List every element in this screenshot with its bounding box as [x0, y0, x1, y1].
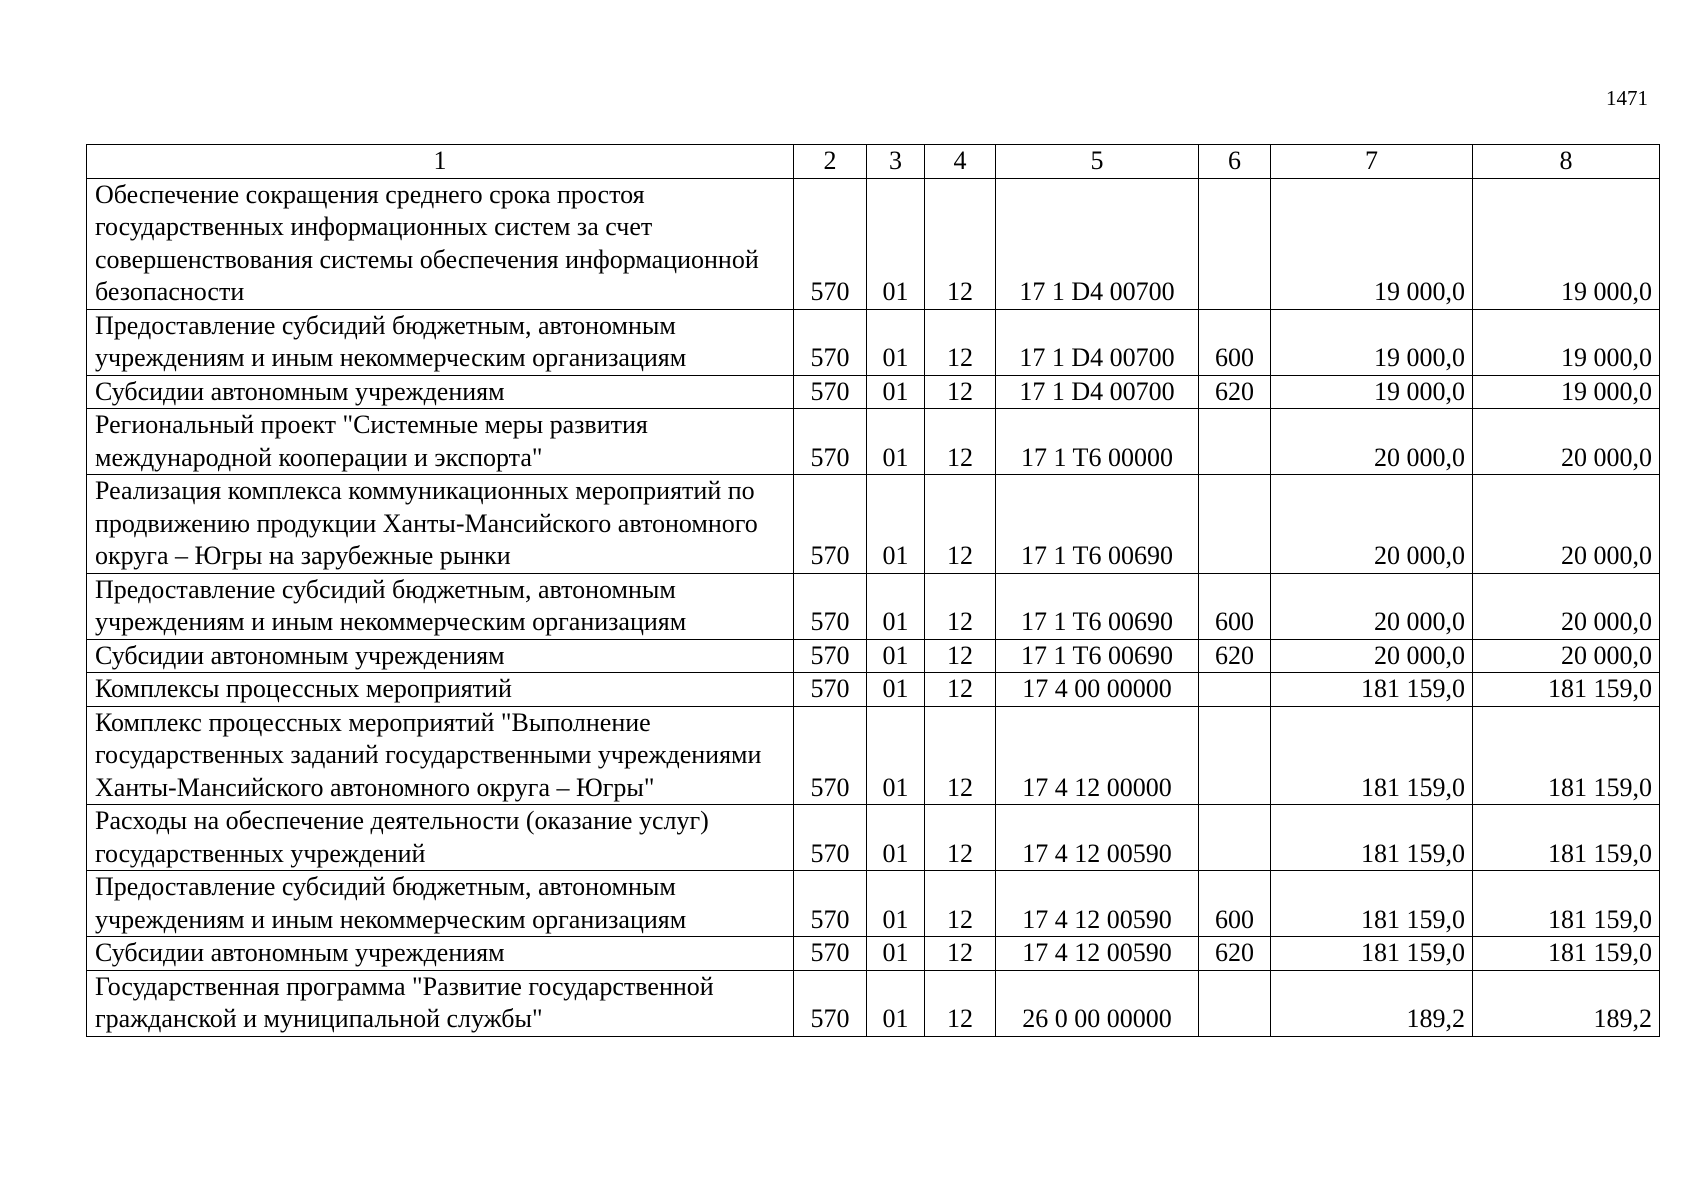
header-col-3: 3 [867, 145, 925, 179]
target-article-cell: 17 1 D4 00700 [996, 178, 1199, 309]
table-row [87, 871, 1660, 937]
amount-2025-cell: 19 000,0 [1473, 375, 1660, 409]
amount-2025-cell: 20 000,0 [1473, 475, 1660, 574]
name-cell: Комплекс процессных мероприятий "Выполнение государственных заданий государственными учреждениями Ханты-Мансийского автономного округа – Югры" [87, 706, 794, 805]
name-cell: Расходы на обеспечение деятельности (оказание услуг) государственных учреждений [87, 805, 794, 871]
subsection-cell: 12 [925, 970, 996, 1036]
table-row [87, 178, 1660, 309]
target-article-cell: 17 1 D4 00700 [996, 375, 1199, 409]
admin-code-cell: 570 [794, 937, 867, 971]
amount-2024-cell: 20 000,0 [1271, 639, 1473, 673]
section-cell: 01 [867, 639, 925, 673]
table-row [87, 805, 1660, 871]
name-cell: Субсидии автономным учреждениям [87, 937, 794, 971]
amount-2025-cell: 20 000,0 [1473, 573, 1660, 639]
amount-2024-cell: 20 000,0 [1271, 475, 1473, 574]
name-cell: Государственная программа "Развитие государственной гражданской и муниципальной службы" [87, 970, 794, 1036]
expense-type-cell [1199, 673, 1271, 707]
table-row [87, 573, 1660, 639]
amount-2024-cell: 189,2 [1271, 970, 1473, 1036]
name-cell: Субсидии автономным учреждениям [87, 639, 794, 673]
target-article-cell: 17 1 D4 00700 [996, 309, 1199, 375]
expense-type-cell [1199, 805, 1271, 871]
subsection-cell: 12 [925, 475, 996, 574]
target-article-cell: 17 4 00 00000 [996, 673, 1199, 707]
subsection-cell: 12 [925, 375, 996, 409]
table-row [87, 706, 1660, 805]
amount-2024-cell: 19 000,0 [1271, 178, 1473, 309]
table-header-row [87, 145, 1660, 179]
target-article-cell: 17 1 T6 00690 [996, 475, 1199, 574]
name-cell: Предоставление субсидий бюджетным, автономным учреждениям и иным некоммерческим организациям [87, 871, 794, 937]
name-cell: Региональный проект "Системные меры развития международной кооперации и экспорта" [87, 409, 794, 475]
subsection-cell: 12 [925, 937, 996, 971]
target-article-cell: 17 1 T6 00690 [996, 573, 1199, 639]
page-number: 1471 [1606, 86, 1648, 110]
section-cell: 01 [867, 937, 925, 971]
expense-type-cell: 600 [1199, 573, 1271, 639]
subsection-cell: 12 [925, 409, 996, 475]
amount-2025-cell: 19 000,0 [1473, 309, 1660, 375]
admin-code-cell: 570 [794, 573, 867, 639]
section-cell: 01 [867, 673, 925, 707]
section-cell: 01 [867, 706, 925, 805]
header-col-2: 2 [794, 145, 867, 179]
subsection-cell: 12 [925, 639, 996, 673]
name-cell: Предоставление субсидий бюджетным, автономным учреждениям и иным некоммерческим организациям [87, 573, 794, 639]
header-col-5: 5 [996, 145, 1199, 179]
subsection-cell: 12 [925, 706, 996, 805]
amount-2025-cell: 181 159,0 [1473, 706, 1660, 805]
section-cell: 01 [867, 573, 925, 639]
amount-2025-cell: 189,2 [1473, 970, 1660, 1036]
target-article-cell: 17 1 T6 00690 [996, 639, 1199, 673]
expense-type-cell [1199, 970, 1271, 1036]
section-cell: 01 [867, 871, 925, 937]
expense-type-cell: 600 [1199, 871, 1271, 937]
amount-2024-cell: 20 000,0 [1271, 573, 1473, 639]
admin-code-cell: 570 [794, 409, 867, 475]
amount-2025-cell: 181 159,0 [1473, 673, 1660, 707]
amount-2024-cell: 181 159,0 [1271, 673, 1473, 707]
expense-type-cell [1199, 706, 1271, 805]
subsection-cell: 12 [925, 178, 996, 309]
amount-2024-cell: 181 159,0 [1271, 706, 1473, 805]
section-cell: 01 [867, 375, 925, 409]
target-article-cell: 17 4 12 00590 [996, 805, 1199, 871]
amount-2025-cell: 181 159,0 [1473, 805, 1660, 871]
amount-2024-cell: 181 159,0 [1271, 871, 1473, 937]
admin-code-cell: 570 [794, 309, 867, 375]
budget-table [86, 144, 1660, 1037]
amount-2024-cell: 20 000,0 [1271, 409, 1473, 475]
name-cell: Реализация комплекса коммуникационных мероприятий по продвижению продукции Ханты-Мансийского автономного округа – Югры на зарубежные рынки [87, 475, 794, 574]
section-cell: 01 [867, 475, 925, 574]
expense-type-cell: 600 [1199, 309, 1271, 375]
table-row [87, 970, 1660, 1036]
admin-code-cell: 570 [794, 475, 867, 574]
table-row [87, 375, 1660, 409]
admin-code-cell: 570 [794, 639, 867, 673]
expense-type-cell: 620 [1199, 639, 1271, 673]
expense-type-cell [1199, 475, 1271, 574]
name-cell: Комплексы процессных мероприятий [87, 673, 794, 707]
amount-2024-cell: 19 000,0 [1271, 309, 1473, 375]
amount-2025-cell: 20 000,0 [1473, 639, 1660, 673]
expense-type-cell: 620 [1199, 375, 1271, 409]
amount-2024-cell: 19 000,0 [1271, 375, 1473, 409]
target-article-cell: 26 0 00 00000 [996, 970, 1199, 1036]
subsection-cell: 12 [925, 309, 996, 375]
admin-code-cell: 570 [794, 375, 867, 409]
amount-2024-cell: 181 159,0 [1271, 937, 1473, 971]
header-col-1: 1 [87, 145, 794, 179]
table-row [87, 937, 1660, 971]
admin-code-cell: 570 [794, 805, 867, 871]
expense-type-cell: 620 [1199, 937, 1271, 971]
name-cell: Обеспечение сокращения среднего срока простоя государственных информационных систем за счет совершенствования системы обеспечения информационной безопасности [87, 178, 794, 309]
subsection-cell: 12 [925, 673, 996, 707]
target-article-cell: 17 4 12 00000 [996, 706, 1199, 805]
table-row [87, 475, 1660, 574]
name-cell: Субсидии автономным учреждениям [87, 375, 794, 409]
amount-2025-cell: 181 159,0 [1473, 871, 1660, 937]
table-row [87, 639, 1660, 673]
section-cell: 01 [867, 178, 925, 309]
admin-code-cell: 570 [794, 871, 867, 937]
section-cell: 01 [867, 970, 925, 1036]
target-article-cell: 17 4 12 00590 [996, 871, 1199, 937]
table-row [87, 309, 1660, 375]
amount-2024-cell: 181 159,0 [1271, 805, 1473, 871]
header-col-4: 4 [925, 145, 996, 179]
subsection-cell: 12 [925, 573, 996, 639]
header-col-6: 6 [1199, 145, 1271, 179]
admin-code-cell: 570 [794, 178, 867, 309]
section-cell: 01 [867, 409, 925, 475]
expense-type-cell [1199, 178, 1271, 309]
amount-2025-cell: 19 000,0 [1473, 178, 1660, 309]
admin-code-cell: 570 [794, 673, 867, 707]
subsection-cell: 12 [925, 871, 996, 937]
subsection-cell: 12 [925, 805, 996, 871]
table-row [87, 673, 1660, 707]
target-article-cell: 17 4 12 00590 [996, 937, 1199, 971]
admin-code-cell: 570 [794, 970, 867, 1036]
expense-type-cell [1199, 409, 1271, 475]
admin-code-cell: 570 [794, 706, 867, 805]
header-col-8: 8 [1473, 145, 1660, 179]
target-article-cell: 17 1 T6 00000 [996, 409, 1199, 475]
header-col-7: 7 [1271, 145, 1473, 179]
amount-2025-cell: 181 159,0 [1473, 937, 1660, 971]
section-cell: 01 [867, 309, 925, 375]
amount-2025-cell: 20 000,0 [1473, 409, 1660, 475]
table-row [87, 409, 1660, 475]
name-cell: Предоставление субсидий бюджетным, автономным учреждениям и иным некоммерческим организациям [87, 309, 794, 375]
section-cell: 01 [867, 805, 925, 871]
